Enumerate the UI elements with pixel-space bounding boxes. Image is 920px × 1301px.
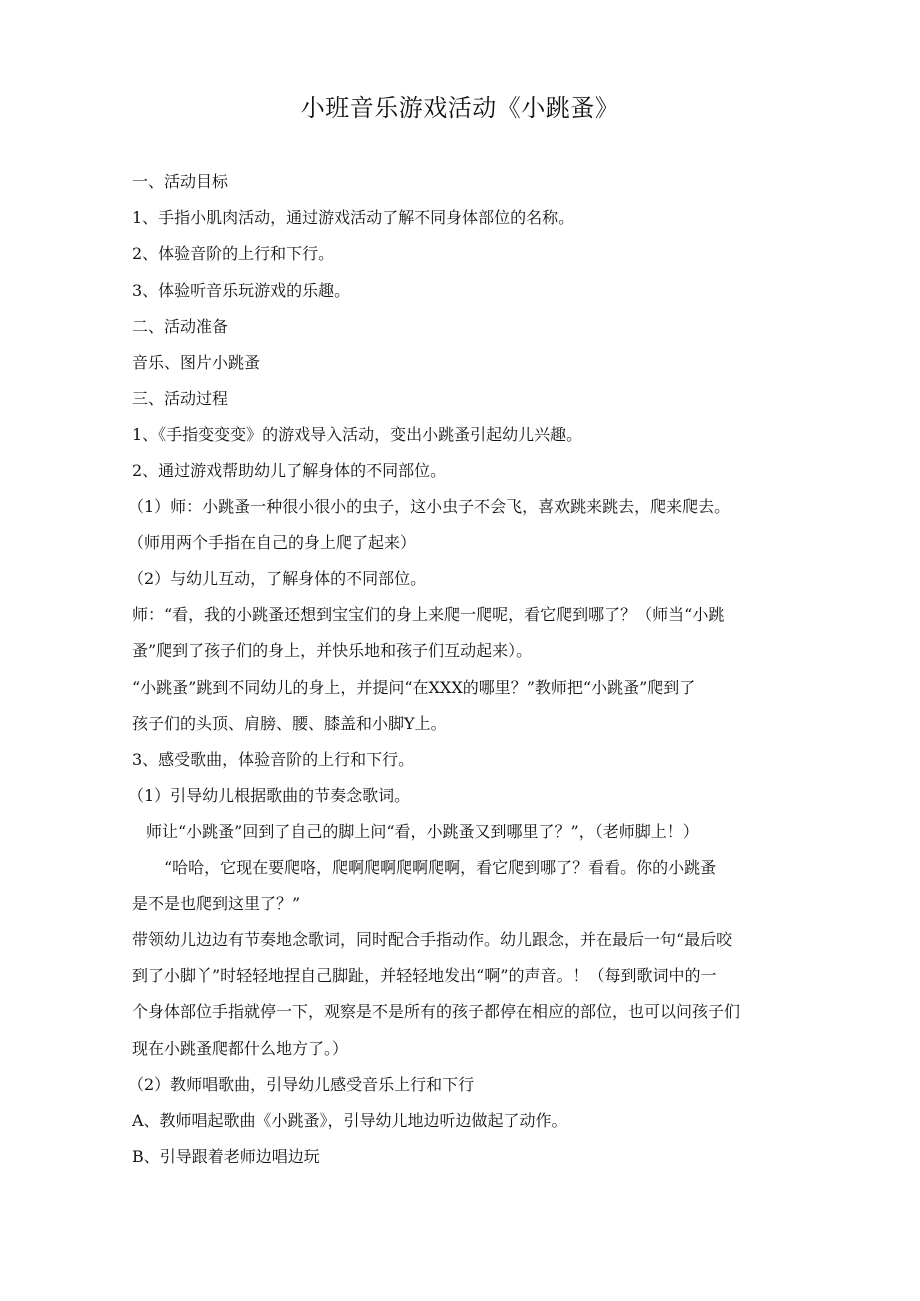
process-sub-3-1: （1）引导幼儿根据歌曲的节奏念歌词。 xyxy=(128,786,411,805)
process-step-1: 1、《手指变变变》的游戏导入活动，变出小跳蚤引起幼儿兴趣。 xyxy=(132,425,583,444)
section-heading-process: 三、活动过程 xyxy=(132,389,229,408)
paragraph-line: 师：“看，我的小跳蚤还想到宝宝们的身上来爬一爬呢，看它爬到哪了？（师当“小跳 xyxy=(132,605,725,624)
paragraph-line: 到了小脚丫”时轻轻地捏自己脚趾，并轻轻地发出“啊”的声音。！（每到歌词中的一 xyxy=(132,966,717,985)
process-sub-1-note: （师用两个手指在自己的身上爬了起来） xyxy=(128,533,417,552)
section-heading-preparation: 二、活动准备 xyxy=(132,317,229,336)
process-sub-2: （2）与幼儿互动，了解身体的不同部位。 xyxy=(128,569,427,588)
paragraph-line: 个身体部位手指就停一下，观察是不是所有的孩子都停在相应的部位，也可以问孩子们 xyxy=(132,1002,741,1021)
paragraph-line: 是不是也爬到这里了？” xyxy=(132,894,301,913)
paragraph-line: “哈哈，它现在要爬咯，爬啊爬啊爬啊爬啊，看它爬到哪了？看看。你的小跳蚤 xyxy=(164,858,717,877)
paragraph-line: 蚤”爬到了孩子们的身上，并快乐地和孩子们互动起来）。 xyxy=(132,641,533,660)
paragraph-line: “小跳蚤”跳到不同幼儿的身上，并提问“在XXX的哪里？”教师把“小跳蚤”爬到了 xyxy=(132,678,696,697)
goal-item-1: 1、手指小肌肉活动，通过游戏活动了解不同身体部位的名称。 xyxy=(132,208,575,227)
process-sub-1: （1）师：小跳蚤一种很小很小的虫子，这小虫子不会飞，喜欢跳来跳去，爬来爬去。 xyxy=(128,497,731,516)
section-heading-goals: 一、活动目标 xyxy=(132,172,229,191)
paragraph-line: 带领幼儿边边有节奏地念歌词，同时配合手指动作。幼儿跟念，并在最后一句“最后咬 xyxy=(132,930,733,949)
paragraph-line: 孩子们的头顶、肩膀、腰、膝盖和小脚Y上。 xyxy=(132,714,447,733)
paragraph-line: 现在小跳蚤爬都什么地方了。） xyxy=(132,1039,349,1058)
process-sub-3-2: （2）教师唱歌曲，引导幼儿感受音乐上行和下行 xyxy=(128,1075,475,1094)
paragraph-line: 师让“小跳蚤”回到了自己的脚上问“看，小跳蚤又到哪里了？”，（老师脚上！） xyxy=(146,822,699,841)
preparation-text: 音乐、图片小跳蚤 xyxy=(132,353,261,372)
process-sub-3-2-b: B、引导跟着老师边唱边玩 xyxy=(132,1147,320,1166)
goal-item-2: 2、体验音阶的上行和下行。 xyxy=(132,244,335,263)
document-title: 小班音乐游戏活动《小跳蚤》 xyxy=(300,94,620,122)
goal-item-3: 3、体验听音乐玩游戏的乐趣。 xyxy=(132,281,351,300)
process-step-2: 2、通过游戏帮助幼儿了解身体的不同部位。 xyxy=(132,461,447,480)
process-sub-3-2-a: A、教师唱起歌曲《小跳蚤》，引导幼儿地边听边做起了动作。 xyxy=(132,1111,568,1130)
process-step-3: 3、感受歌曲，体验音阶的上行和下行。 xyxy=(132,750,415,769)
